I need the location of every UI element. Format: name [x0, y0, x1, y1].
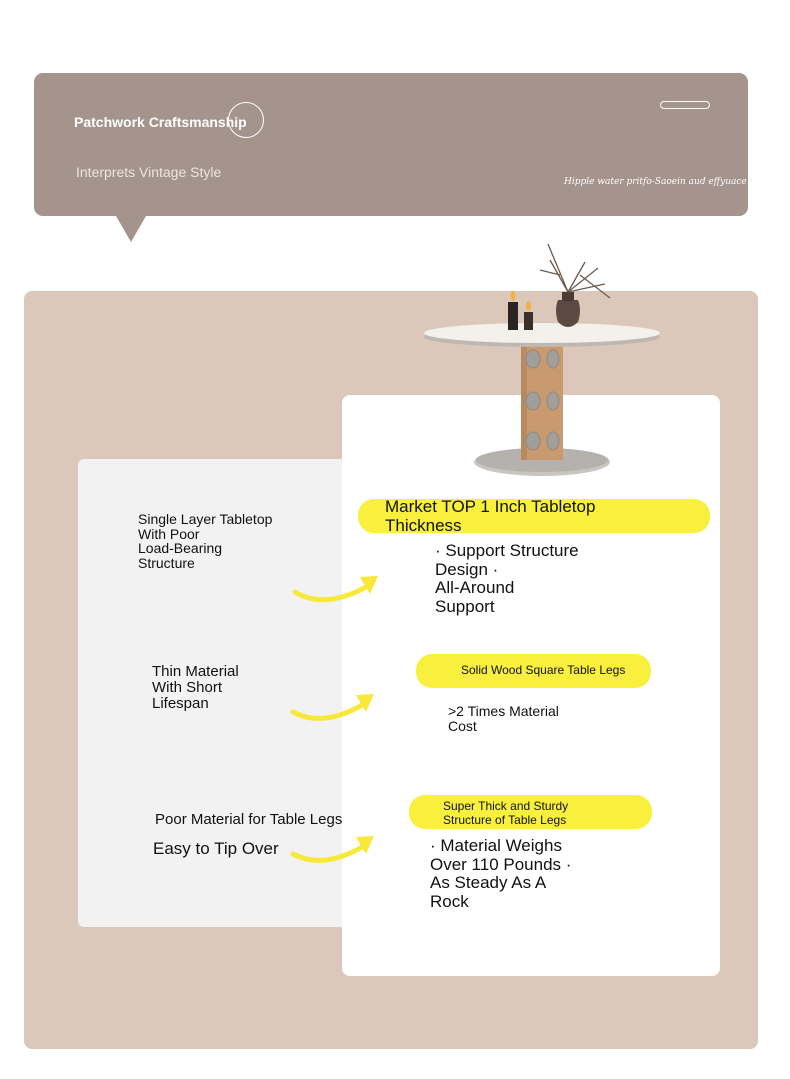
- highlight-3-text: Super Thick and Sturdy Structure of Table Legs: [443, 799, 569, 828]
- desc-3: · Material Weighs Over 110 Pounds · As Steady As A Rock: [430, 836, 572, 912]
- arrow-icon: [288, 832, 383, 872]
- speech-tail: [116, 216, 146, 242]
- banner-title: Patchwork Craftsmanship: [74, 114, 247, 130]
- highlight-2-text: Solid Wood Square Table Legs: [461, 663, 626, 677]
- banner-subtitle: Interprets Vintage Style: [76, 164, 222, 180]
- arrow-icon: [288, 690, 383, 730]
- arrow-icon: [290, 572, 385, 612]
- desc-1: · Support Structure Design · All-Around Support: [435, 541, 579, 617]
- left-item-3-sub: Easy to Tip Over: [153, 839, 279, 858]
- left-item-2: Thin Material With Short Lifespan: [152, 663, 239, 712]
- banner-script-text: Hipple water pritfo-Saoein aud effyuace: [564, 177, 747, 187]
- header-banner: [34, 73, 748, 216]
- highlight-1-text: Market TOP 1 Inch Tabletop Thickness: [385, 497, 596, 535]
- left-item-3-title: Poor Material for Table Legs: [155, 811, 343, 828]
- pill-decoration: [660, 101, 710, 109]
- table-product-image: [420, 240, 665, 485]
- desc-2: >2 Times Material Cost: [448, 703, 559, 734]
- left-item-1: Single Layer Tabletop With Poor Load-Bearing Structure: [138, 511, 273, 572]
